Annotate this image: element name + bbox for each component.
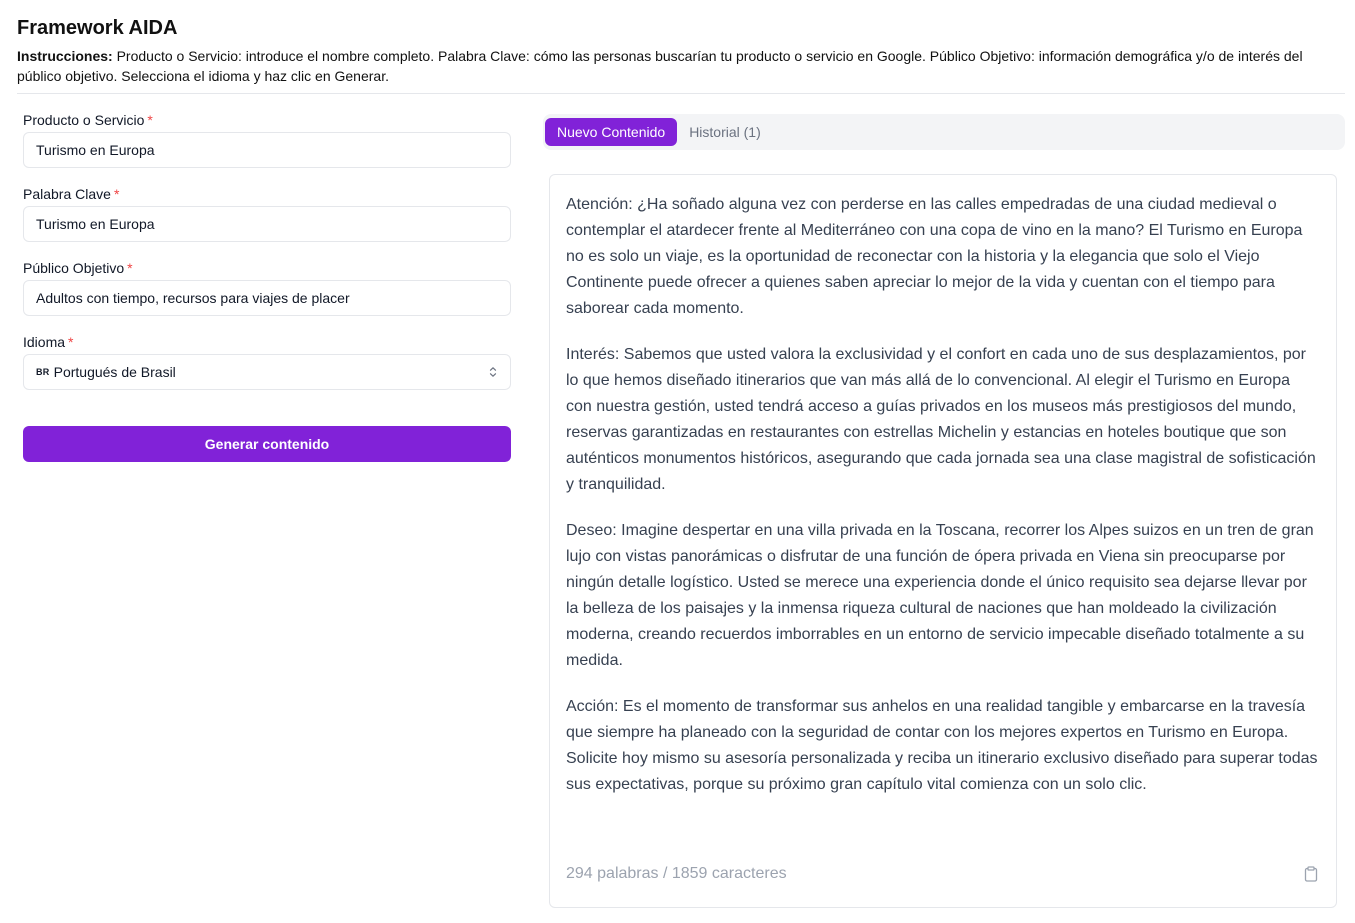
language-select[interactable] <box>23 354 511 390</box>
tab-historial[interactable]: Historial (1) <box>689 124 761 140</box>
audience-input-value: Adultos con tiempo, recursos para viajes de placer <box>36 290 350 306</box>
product-input-value: Turismo en Europa <box>36 142 155 158</box>
tab-nuevo-contenido[interactable]: Nuevo Contenido <box>545 118 677 146</box>
content-footer <box>566 863 1320 885</box>
audience-field <box>23 258 511 332</box>
language-select-value: Portugués de Brasil <box>53 364 176 380</box>
aida-form <box>23 110 511 452</box>
instructions-label: Instrucciones: <box>17 48 113 64</box>
header-divider <box>17 93 1345 94</box>
required-mark: * <box>127 260 133 276</box>
keyword-input[interactable] <box>23 206 511 242</box>
instructions <box>17 46 1345 86</box>
chevron-up-down-icon <box>488 365 498 379</box>
language-label: Idioma * <box>23 334 74 350</box>
clipboard-icon[interactable] <box>1302 865 1320 883</box>
required-mark: * <box>113 186 120 202</box>
required-mark: * <box>147 112 153 128</box>
paragraph-interes: Interés: Sabemos que usted valora la exclusividad y el confort en cada uno de sus desplazamientos, por lo que hemos diseñado itinerarios que van más allá de lo convencional. Al elegir el Turismo en Europa con nuestra gestión, usted tendrá acceso a guías privados en los museos más prestigiosos del mundo, reservas garantizadas en restaurantes con estrellas Michelin y estancias en hoteles boutique que son auténticos monumentos históricos, asegurando que cada jornada sea una clase magistral de sofisticación y tranquilidad. <box>566 346 1316 493</box>
required-mark: * <box>68 334 74 350</box>
page-title: Framework AIDA <box>17 17 178 39</box>
paragraph-atencion: Atención: ¿Ha soñado alguna vez con perderse en las calles empedradas de una ciudad medieval o contemplar el atardecer frente al Mediterráneo con una copa de vino en la mano? El Turismo en Europa no es solo un viaje, es la oportunidad de reconectar con la historia y la elegancia que solo el Viejo Continente puede ofrecer a quienes saben apreciar lo mejor de la vida y cuentan con el tiempo para saborear cada momento. <box>566 196 1303 317</box>
generated-content <box>550 175 1336 798</box>
keyword-label: Palabra Clave * <box>23 186 120 202</box>
content-tabs <box>543 114 1345 150</box>
instructions-text: Producto o Servicio: introduce el nombre completo. Palabra Clave: cómo las personas buscarían tu producto o servicio en Google. Público Objetivo: información demográfica y/o de interés del público objetivo. Selecciona el idioma y haz clic en Generar. <box>17 48 1303 84</box>
generated-content-card <box>549 174 1337 908</box>
word-char-count: 294 palabras / 1859 caracteres <box>566 865 787 882</box>
header <box>17 14 1345 86</box>
language-field <box>23 332 511 406</box>
audience-label: Público Objetivo * <box>23 260 133 276</box>
paragraph-accion: Acción: Es el momento de transformar sus anhelos en una realidad tangible y embarcarse en la travesía que siempre ha planeado con la seguridad de contar con los mejores expertos en Turismo en Europa. Solicite hoy mismo su asesoría personalizada y reciba un itinerario exclusivo diseñado para superar todas sus expectativas, porque su próximo gran capítulo vital comienza con un solo clic. <box>566 698 1318 793</box>
product-field <box>23 110 511 184</box>
flag-br-icon: BR <box>36 367 50 377</box>
paragraph-deseo: Deseo: Imagine despertar en una villa privada en la Toscana, recorrer los Alpes suizos en un tren de gran lujo con vistas panorámicas o disfrutar de una función de ópera privada en Viena sin preocuparse por ningún detalle logístico. Usted se merece una experiencia donde el único requisito sea dejarse llevar por la belleza de los paisajes y la inmensa riqueza cultural de naciones que han moldeado la civilización moderna, creando recuerdos imborrables en un entorno de servicio impecable diseñado totalmente a su medida. <box>566 522 1314 669</box>
keyword-field <box>23 184 511 258</box>
product-input[interactable] <box>23 132 511 168</box>
product-label: Producto o Servicio * <box>23 112 153 128</box>
keyword-input-value: Turismo en Europa <box>36 216 155 232</box>
audience-input[interactable] <box>23 280 511 316</box>
generate-button[interactable]: Generar contenido <box>23 426 511 462</box>
